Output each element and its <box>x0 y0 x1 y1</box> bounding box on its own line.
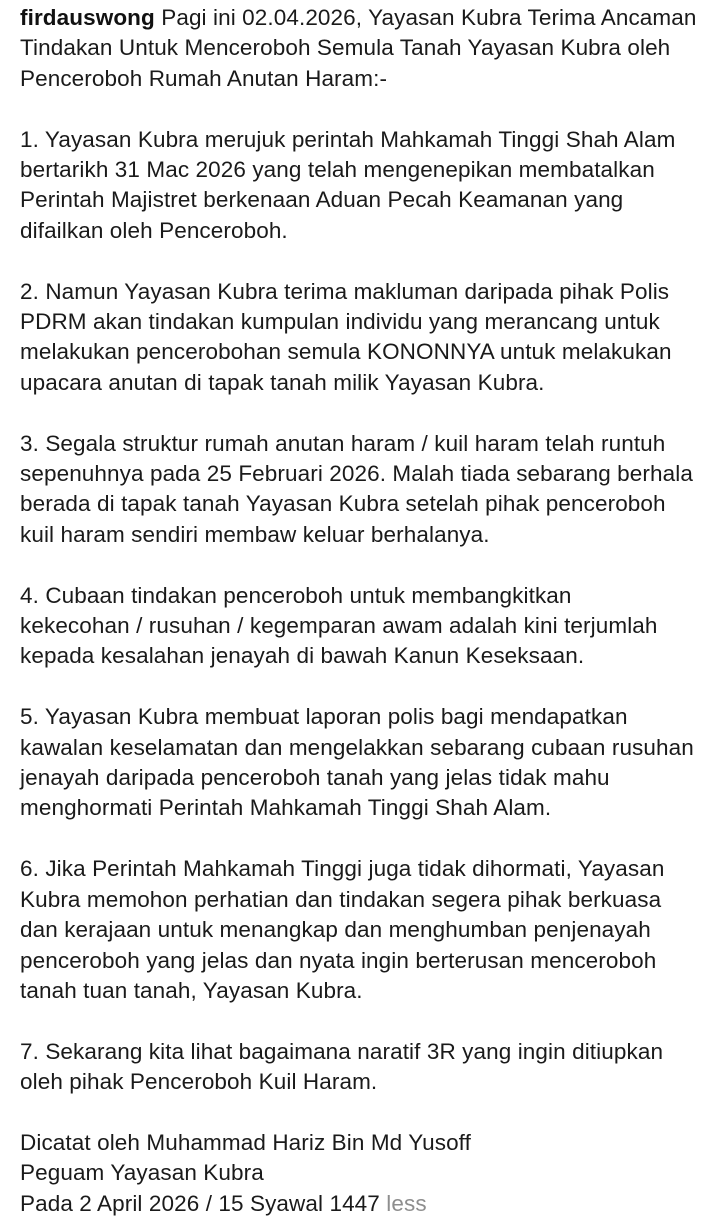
caption-line: oleh pihak Penceroboh Kuil Haram. <box>20 1069 378 1095</box>
paragraph-spacer <box>20 672 710 702</box>
caption-line: Penceroboh Rumah Anutan Haram:- <box>20 65 388 91</box>
paragraph-spacer <box>20 824 710 854</box>
caption-text: Pagi ini 02.04.2026, Yayasan Kubra Terima Ancaman <box>161 5 697 30</box>
signature-line: Peguam Yayasan Kubra <box>20 1160 264 1186</box>
caption-line: melakukan pencerobohan semula KONONNYA untuk melakukan <box>20 339 672 365</box>
paragraph-spacer <box>20 94 710 124</box>
caption-line: menghormati Perintah Mahkamah Tinggi Shah Alam. <box>20 795 552 821</box>
paragraph-5 <box>20 702 710 824</box>
caption-line: upacara anutan di tapak tanah milik Yayasan Kubra. <box>20 369 545 395</box>
caption-line: difailkan oleh Penceroboh. <box>20 217 288 243</box>
caption-line: tanah tuan tanah, Yayasan Kubra. <box>20 977 363 1003</box>
caption-line: 5. Yayasan Kubra membuat laporan polis bagi mendapatkan <box>20 704 628 730</box>
paragraph-4 <box>20 581 710 672</box>
paragraph-spacer <box>20 1006 710 1036</box>
caption-first-line <box>20 3 710 33</box>
caption-line: kepada kesalahan jenayah di bawah Kanun Keseksaan. <box>20 643 585 669</box>
caption-line: kuil haram sendiri membaw keluar berhalanya. <box>20 521 490 547</box>
caption-line: penceroboh yang jelas dan nyata ingin berterusan menceroboh <box>20 947 657 973</box>
caption-line: kekecohan / rusuhan / kegemparan awam adalah kini terjumlah <box>20 613 658 639</box>
paragraph-2 <box>20 277 710 399</box>
caption-line: Tindakan Untuk Menceroboh Semula Tanah Yayasan Kubra oleh <box>20 35 671 61</box>
caption-line: dan kerajaan untuk menangkap dan menghumban penjenayah <box>20 917 651 943</box>
paragraph-3 <box>20 429 710 551</box>
signature-line: Dicatat oleh Muhammad Hariz Bin Md Yusoff <box>20 1129 471 1155</box>
paragraph-spacer <box>20 550 710 580</box>
paragraph-spacer <box>20 398 710 428</box>
caption-line: sepenuhnya pada 25 Februari 2026. Malah tiada sebarang berhala <box>20 461 693 487</box>
paragraph-spacer <box>20 1098 710 1128</box>
post-caption <box>20 3 710 1219</box>
paragraph-6 <box>20 854 710 1006</box>
caption-line: 7. Sekarang kita lihat bagaimana naratif 3R yang ingin ditiupkan <box>20 1038 664 1064</box>
caption-line: Kubra memohon perhatian dan tindakan segera pihak berkuasa <box>20 886 662 912</box>
less-button[interactable]: less <box>386 1190 427 1216</box>
caption-line: PDRM akan tindakan kumpulan individu yang merancang untuk <box>20 309 660 335</box>
caption-line: 1. Yayasan Kubra merujuk perintah Mahkamah Tinggi Shah Alam <box>20 126 676 152</box>
username-link[interactable]: firdauswong <box>20 5 155 30</box>
caption-line: 3. Segala struktur rumah anutan haram / kuil haram telah runtuh <box>20 430 666 456</box>
caption-line: berada di tapak tanah Yayasan Kubra setelah pihak penceroboh <box>20 491 666 517</box>
caption-line: 4. Cubaan tindakan penceroboh untuk membangkitkan <box>20 582 572 608</box>
caption-line: jenayah daripada penceroboh tanah yang jelas tidak mahu <box>20 765 610 791</box>
signature-last-line <box>20 1189 710 1219</box>
caption-line: Perintah Majistret berkenaan Aduan Pecah Keamanan yang <box>20 187 624 213</box>
signature-date: Pada 2 April 2026 / 15 Syawal 1447 <box>20 1190 380 1216</box>
caption-line: 6. Jika Perintah Mahkamah Tinggi juga tidak dihormati, Yayasan <box>20 856 665 882</box>
paragraph-spacer <box>20 246 710 276</box>
caption-line: kawalan keselamatan dan mengelakkan sebarang cubaan rusuhan <box>20 734 694 760</box>
paragraph-7 <box>20 1037 710 1098</box>
signature-block <box>20 1128 710 1219</box>
caption-line: bertarikh 31 Mac 2026 yang telah mengenepikan membatalkan <box>20 157 655 183</box>
paragraph-1 <box>20 125 710 247</box>
caption-line: 2. Namun Yayasan Kubra terima makluman daripada pihak Polis <box>20 278 670 304</box>
